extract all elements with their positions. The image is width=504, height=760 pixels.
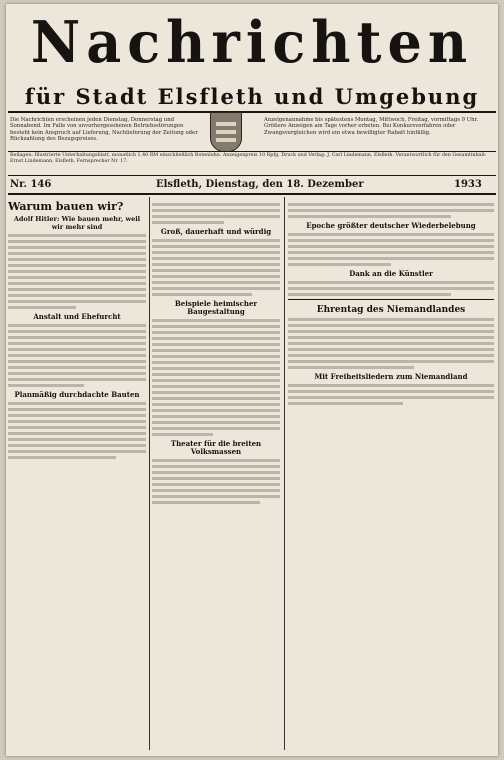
text-line bbox=[152, 325, 280, 328]
text-line bbox=[8, 450, 146, 453]
section-heading: Beispiele heimischer Baugestaltung bbox=[174, 299, 258, 316]
text-line bbox=[152, 489, 280, 492]
text-line bbox=[288, 209, 494, 212]
masthead-title: Nachrichten bbox=[30, 8, 474, 76]
text-line bbox=[8, 438, 146, 441]
text-line bbox=[8, 336, 146, 339]
text-line bbox=[8, 354, 146, 357]
text-line bbox=[152, 373, 280, 376]
text-line bbox=[8, 258, 146, 261]
text-line bbox=[152, 495, 280, 498]
section-heading: Dank an die Künstler bbox=[349, 269, 433, 278]
section-heading: Epoche größter deutscher Wiederbelebung bbox=[306, 221, 476, 230]
text-line bbox=[152, 483, 280, 486]
body-text-3 bbox=[288, 281, 494, 296]
headline: Warum bauen wir? bbox=[8, 200, 124, 213]
text-line bbox=[8, 270, 146, 273]
text-line bbox=[288, 257, 494, 260]
divider bbox=[8, 151, 496, 152]
text-line bbox=[8, 252, 146, 255]
text-line bbox=[288, 251, 494, 254]
text-line bbox=[152, 287, 280, 290]
text-line bbox=[152, 221, 224, 224]
text-line bbox=[152, 209, 280, 212]
divider bbox=[8, 193, 496, 195]
text-line bbox=[152, 361, 280, 364]
text-line bbox=[8, 282, 146, 285]
text-line bbox=[152, 385, 280, 388]
section-heading: Anstalt und Ehefurcht bbox=[33, 312, 121, 321]
column-divider bbox=[149, 197, 150, 750]
text-line bbox=[288, 318, 494, 321]
text-line bbox=[8, 414, 146, 417]
text-line bbox=[152, 459, 280, 462]
text-line bbox=[8, 378, 146, 381]
text-line bbox=[8, 408, 146, 411]
text-line bbox=[288, 293, 451, 296]
text-line bbox=[152, 293, 252, 296]
text-line bbox=[8, 366, 146, 369]
text-line bbox=[288, 324, 494, 327]
text-line bbox=[8, 348, 146, 351]
text-line bbox=[288, 239, 494, 242]
divider bbox=[288, 299, 494, 300]
body-text-4 bbox=[152, 459, 280, 504]
text-line bbox=[288, 360, 494, 363]
text-line bbox=[288, 330, 494, 333]
text-line bbox=[8, 384, 84, 387]
column-divider bbox=[284, 197, 285, 750]
text-line bbox=[8, 288, 146, 291]
text-line bbox=[288, 384, 494, 387]
text-line bbox=[8, 330, 146, 333]
section-heading: Mit Freiheitsliedern zum Niemandland bbox=[314, 372, 468, 381]
coat-of-arms-icon bbox=[210, 112, 240, 152]
text-line bbox=[8, 324, 146, 327]
text-line bbox=[152, 331, 280, 334]
column-3 bbox=[288, 200, 494, 750]
text-line bbox=[8, 294, 146, 297]
publisher-notice: Beilagen: Illustrierte Unterhaltungsblatt, monatlich 1,40 RM einschließlich Botenlohn. Anzeigenpreis 10 Rpfg. Druck und Verlag: J. Carl Lindemann, Elsfleth. Verantwortlich für den Gesamtinhalt: Ernst Lindemann, Elsfleth. Fernsprecher Nr. 17. bbox=[10, 153, 487, 164]
text-line bbox=[8, 300, 146, 303]
text-line bbox=[8, 420, 146, 423]
text-line bbox=[288, 354, 494, 357]
text-line bbox=[288, 390, 494, 393]
text-line bbox=[152, 465, 280, 468]
text-line bbox=[288, 281, 494, 284]
body-text-2 bbox=[152, 239, 280, 296]
publication-info: Die Nachrichten erscheinen jeden Dienstag, Donnerstag und Sonnabend. Im Falle von unvorhergesehenen Betriebsstörungen besteht kein Anspruch auf Lieferung, Nachlieferung der Zeitung oder Rückzahlung des Bezugspreises. bbox=[10, 117, 198, 142]
text-line bbox=[8, 342, 146, 345]
body-text-3 bbox=[8, 402, 146, 459]
text-line bbox=[152, 403, 280, 406]
divider bbox=[8, 111, 496, 113]
section-heading: Groß, dauerhaft und würdig bbox=[160, 227, 272, 236]
body-text-3 bbox=[152, 319, 280, 436]
text-line bbox=[288, 366, 414, 369]
text-line bbox=[288, 287, 494, 290]
text-line bbox=[152, 415, 280, 418]
section-heading: Ehrentag des Niemandlandes bbox=[316, 305, 466, 315]
text-line bbox=[8, 306, 76, 309]
text-line bbox=[152, 263, 280, 266]
text-line bbox=[288, 402, 403, 405]
deck: Adolf Hitler: Wie bauen mehr, weil wir mehr sind bbox=[13, 215, 141, 231]
text-line bbox=[8, 234, 146, 237]
text-line bbox=[152, 367, 280, 370]
body-text-1 bbox=[8, 234, 146, 309]
text-line bbox=[152, 245, 280, 248]
text-line bbox=[152, 379, 280, 382]
text-line bbox=[152, 281, 280, 284]
text-line bbox=[152, 391, 280, 394]
text-line bbox=[8, 432, 146, 435]
year: 1933 bbox=[454, 179, 482, 190]
text-line bbox=[8, 444, 146, 447]
text-line bbox=[152, 343, 280, 346]
text-line bbox=[152, 269, 280, 272]
body-text-1 bbox=[288, 203, 494, 218]
text-line bbox=[288, 215, 451, 218]
text-line bbox=[152, 427, 280, 430]
body-text-2 bbox=[288, 233, 494, 266]
text-line bbox=[152, 355, 280, 358]
text-line bbox=[152, 349, 280, 352]
text-line bbox=[152, 421, 280, 424]
text-line bbox=[288, 336, 494, 339]
text-line bbox=[288, 233, 494, 236]
body-text-1 bbox=[152, 203, 280, 224]
text-line bbox=[8, 372, 146, 375]
body-text-4 bbox=[288, 318, 494, 369]
text-line bbox=[8, 456, 116, 459]
text-line bbox=[152, 337, 280, 340]
text-line bbox=[288, 348, 494, 351]
column-1 bbox=[8, 200, 146, 750]
newspaper-page bbox=[6, 4, 498, 756]
column-2 bbox=[152, 200, 280, 750]
text-line bbox=[152, 501, 260, 504]
text-line bbox=[152, 251, 280, 254]
body-text-5 bbox=[288, 384, 494, 405]
text-line bbox=[152, 257, 280, 260]
text-line bbox=[152, 477, 280, 480]
text-line bbox=[8, 360, 146, 363]
text-line bbox=[8, 276, 146, 279]
text-line bbox=[8, 264, 146, 267]
text-line bbox=[8, 246, 146, 249]
issue-number: Nr. 146 bbox=[10, 179, 52, 190]
text-line bbox=[152, 471, 280, 474]
text-line bbox=[152, 203, 280, 206]
text-line bbox=[288, 245, 494, 248]
section-heading: Planmäßig durchdachte Bauten bbox=[14, 390, 140, 399]
text-line bbox=[288, 396, 494, 399]
body-text-2 bbox=[8, 324, 146, 387]
text-line bbox=[152, 275, 280, 278]
section-heading: Theater für die breiten Volksmassen bbox=[170, 439, 262, 456]
text-line bbox=[152, 433, 213, 436]
text-line bbox=[8, 402, 146, 405]
text-line bbox=[8, 426, 146, 429]
divider bbox=[8, 175, 496, 176]
text-line bbox=[288, 263, 391, 266]
advertising-info: Anzeigenannahme bis spätestens Montag, Mittwoch, Freitag, vormittags 9 Uhr. Größere Anzeigen am Tage vorher erbeten. Bei Konkursverfahren oder Zwangsvergleichen wird ein etwa bewilligter Rabatt hinfällig. bbox=[264, 117, 479, 136]
text-line bbox=[152, 215, 280, 218]
text-line bbox=[152, 409, 280, 412]
text-line bbox=[152, 397, 280, 400]
place-date: Elsfleth, Dienstag, den 18. Dezember bbox=[156, 179, 364, 190]
text-line bbox=[8, 240, 146, 243]
masthead-subtitle: für Stadt Elsfleth und Umgebung bbox=[24, 84, 480, 109]
text-line bbox=[288, 203, 494, 206]
text-line bbox=[288, 342, 494, 345]
text-line bbox=[152, 239, 280, 242]
text-line bbox=[152, 319, 280, 322]
